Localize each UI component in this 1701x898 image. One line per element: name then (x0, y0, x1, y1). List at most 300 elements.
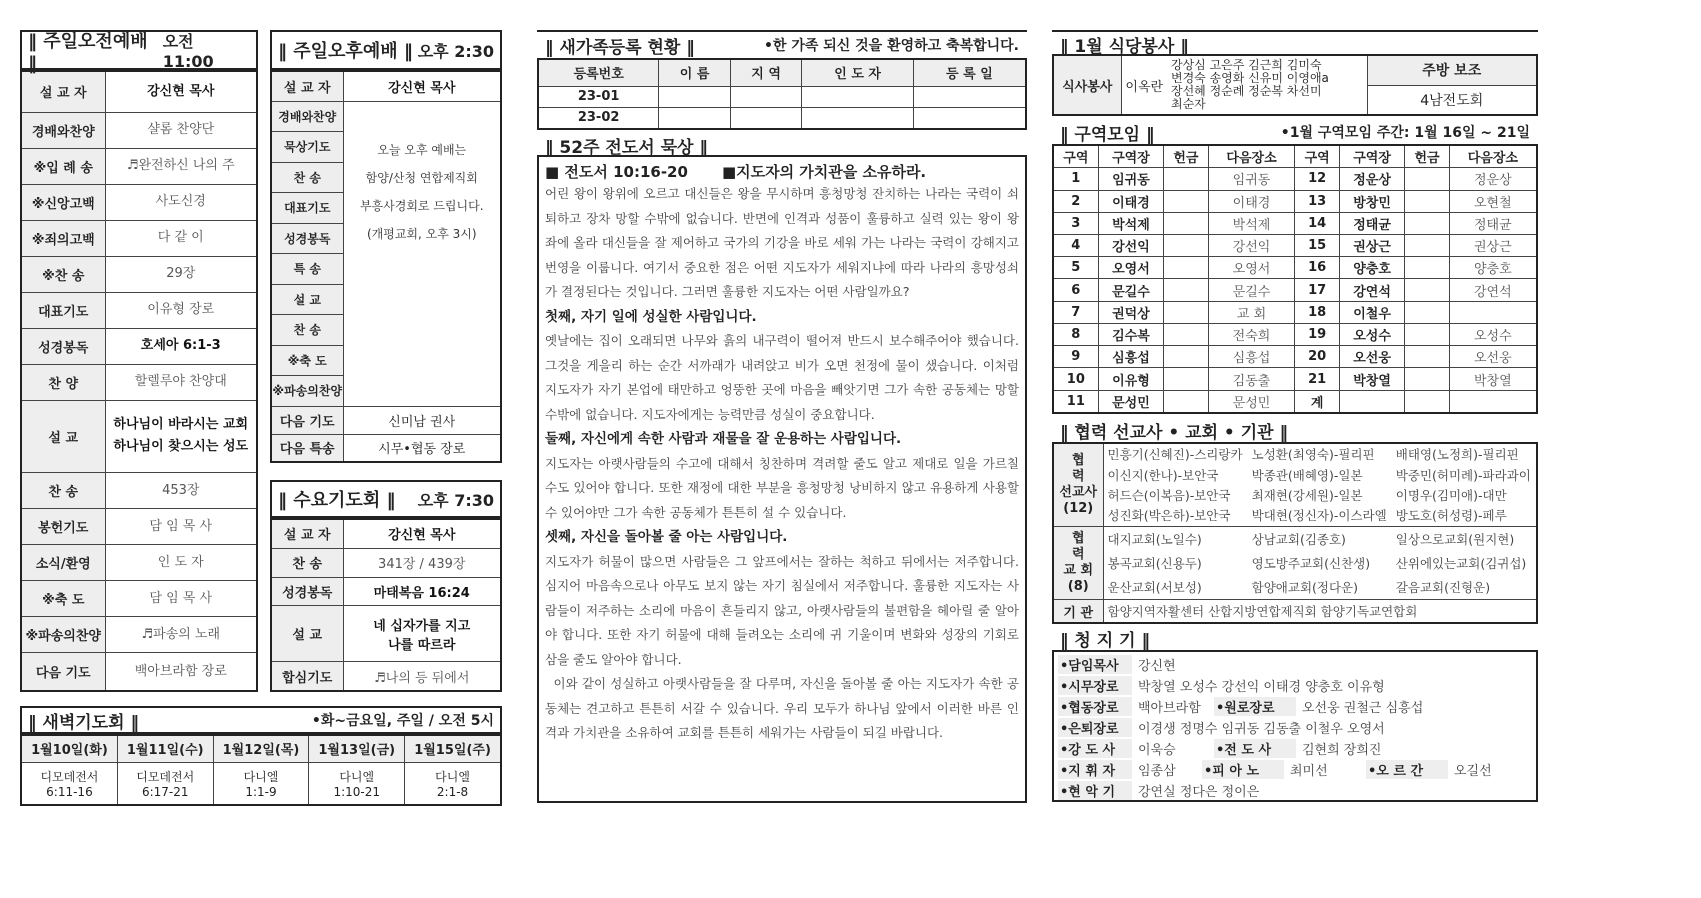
district-cell: 강연석 (1339, 279, 1405, 301)
devotion-title: ‖ 52주 전도서 묵상 ‖ (545, 138, 708, 158)
missionary: 박중민(허미례)-파라과이 (1395, 467, 1531, 483)
morning-row (21, 220, 257, 256)
wednesday-time: 오후 7:30 (417, 490, 494, 510)
morning-row-label: 다음 기도 (21, 653, 105, 691)
morning-row-value: 백아브라함 장로 (105, 653, 257, 691)
district-cell (1164, 279, 1208, 301)
district-row (1053, 390, 1537, 413)
district-title: ‖ 구역모임 ‖ (1060, 124, 1155, 145)
morning-row-label: 소식/환영 (21, 545, 105, 581)
district-cell: 오영서 (1208, 257, 1295, 279)
district-cell: 6 (1053, 279, 1098, 301)
officer-role: •지 휘 자 (1058, 760, 1132, 779)
district-meeting (1052, 120, 1538, 414)
district-cell (1405, 323, 1449, 345)
morning-row-label: ※신앙고백 (21, 184, 105, 220)
district-cell (1164, 323, 1208, 345)
meal-table (1052, 54, 1538, 116)
morning-row (21, 148, 257, 184)
dawn-day: 1월11일(수) (117, 735, 213, 762)
morning-row-label: ※입 례 송 (21, 148, 105, 184)
afternoon-notice-line: 부흥사경회로 드립니다. (359, 198, 484, 213)
district-cell: 17 (1295, 279, 1339, 301)
newfamily-cell (802, 107, 913, 129)
newfamily-header: 인 도 자 (802, 59, 913, 86)
officer-names: 박창열 오성수 강선익 이태경 양충호 이유형 (1138, 680, 1385, 695)
district-cell: 15 (1295, 234, 1339, 256)
church: 대지교회(노일수) (1103, 526, 1248, 551)
morning-row-value: ♬완전하신 나의 주 (105, 148, 257, 184)
morning-row (21, 617, 257, 653)
dawn-day: 1월13일(금) (309, 735, 405, 762)
afternoon-row-label: 경배와찬양 (271, 101, 343, 132)
district-row (1053, 323, 1537, 345)
newfamily-cell (659, 107, 731, 129)
afternoon-row-label: ※축 도 (271, 345, 343, 376)
district-cell: 이유형 (1098, 368, 1164, 390)
devotion-paragraph: 이와 같이 성실하고 아랫사람들을 잘 다루며, 자신을 돌아볼 줄 아는 지도자가 속한 공동체는 견고하고 튼튼히 서갈 수 있습니다. 우리 모두가 하나님 앞에서 이러한 바른 인격과 가치관을 소유하여 교회를 튼튼히 세워가는 사람들이 되길 바랍니다. (545, 676, 1019, 740)
newfamily-row (538, 86, 1026, 107)
district-cell: 권상근 (1339, 234, 1405, 256)
district-cell: 심흥섭 (1208, 346, 1295, 368)
devotion-header (545, 160, 1019, 182)
officer-names: 임종삼 (1138, 764, 1176, 779)
district-cell: 이태경 (1208, 190, 1295, 212)
missionary-row (1053, 485, 1537, 505)
wednesday-row-value: 네 십자가를 지고 나를 따르라 (343, 606, 501, 662)
church: 산위에있는교회(김귀섭) (1395, 555, 1527, 571)
new-family (537, 30, 1027, 130)
meal-name-line: 장선혜 정순례 정순복 차선미 (1171, 84, 1322, 98)
officer-line (1058, 780, 1532, 801)
morning-row (21, 400, 257, 472)
newfamily-title: ‖ 새가족등록 현황 ‖ (545, 37, 695, 58)
wednesday-row (271, 606, 501, 662)
devotion (537, 133, 1027, 803)
afternoon-row-label: 찬 송 (271, 162, 343, 193)
district-cell: 19 (1295, 323, 1339, 345)
morning-row-value: 29장 (105, 256, 257, 292)
dawn-book: 다니엘 1:1-9 (213, 762, 309, 805)
dawn-title-bar (20, 706, 502, 734)
district-cell: 임귀동 (1098, 168, 1164, 190)
district-cell: 김동출 (1208, 368, 1295, 390)
org-row (1053, 600, 1537, 623)
district-cell (1405, 212, 1449, 234)
officer-names: 오선웅 권철근 심흥섭 (1302, 701, 1424, 716)
meal-title: ‖ 1월 식당봉사 ‖ (1052, 30, 1538, 54)
church: 함양애교회(정다운) (1251, 580, 1359, 596)
morning-row-label: ※축 도 (21, 581, 105, 617)
kitchen-value: 4남전도회 (1367, 85, 1537, 115)
officer-role: •오 르 간 (1366, 760, 1448, 779)
afternoon-next-label: 다음 특송 (271, 434, 343, 462)
newfamily-id: 23-02 (538, 107, 659, 129)
district-cell (1339, 390, 1405, 413)
district-cell (1405, 390, 1449, 413)
wednesday-row (271, 519, 501, 548)
missionary: 이신지(한나)-보안국 (1107, 467, 1219, 483)
district-cell (1449, 301, 1537, 323)
district-cell: 문성민 (1098, 390, 1164, 413)
morning-title-bar (20, 30, 258, 74)
newfamily-note: •한 가족 되신 것을 환영하고 축복합니다. (763, 38, 1019, 54)
newfamily-header: 지 역 (730, 59, 802, 86)
officer-line (1058, 675, 1532, 696)
district-cell: 전숙희 (1208, 323, 1295, 345)
devotion-paragraph: 옛날에는 집이 오래되면 나무와 흙의 내구력이 떨어져 반드시 보수해주어야 했습니다. 그것을 게을리 하는 순간 서까래가 내려앉고 비가 오면 천정에 물이 샜습니다. 이처럼 지도자가 자기 본업에 태만하고 엉뚱한 곳에 마음을 빼앗기면 그가 속한 공동체는 망할 수밖에 없습니다. 지도자에게는 능력만큼 성실이 중요합니다. (545, 333, 1023, 422)
district-cell: 문성민 (1208, 390, 1295, 413)
district-cell (1164, 168, 1208, 190)
morning-row-value: 사도신경 (105, 184, 257, 220)
dawn-day: 1월12일(목) (213, 735, 309, 762)
district-cell (1405, 279, 1449, 301)
church: 봉곡교회(신용두) (1107, 555, 1202, 571)
morning-title: ‖ 주일오전예배 ‖ (28, 30, 148, 74)
officer-names: 강신현 (1138, 659, 1176, 674)
district-cell: 양충호 (1449, 257, 1537, 279)
district-cell (1405, 346, 1449, 368)
district-table (1052, 144, 1538, 414)
district-cell (1405, 301, 1449, 323)
officer-names: 이경생 정명수 임귀동 김동출 이철우 오영서 (1138, 722, 1385, 737)
afternoon-preacher-label: 설 교 자 (271, 71, 343, 101)
district-cell (1405, 190, 1449, 212)
wednesday-row (271, 577, 501, 606)
officer-names: 오길선 (1454, 764, 1492, 779)
meal-name-line: 최순자 (1171, 97, 1206, 111)
church: 운산교회(서보성) (1107, 580, 1202, 596)
dawn-table (20, 734, 502, 806)
devotion-box (537, 155, 1027, 803)
devotion-paragraph: 어린 왕이 왕위에 오르고 대신들은 왕을 무시하며 흥청망청 잔치하는 나라는 국력이 쇠퇴하고 장차 망할 수밖에 없습니다. 반면에 인격과 성품이 훌륭하고 실력 있는 왕이 왕좌에 올라 대신들을 잘 제어하고 국가의 기강을 바로 세워 가는 나라는 국력이 강해지고 번영을 이룹니다. 여기서 중요한 점은 어떤 지도자가 세워지냐에 따라 나라의 흥망성쇠가 결정된다는 것입니다. 그러면 훌륭한 지도자는 어떤 사람일까요? (545, 186, 1023, 299)
district-cell: 이태경 (1098, 190, 1164, 212)
officer-line (1058, 696, 1532, 717)
devotion-heading: 둘째, 자신에게 속한 사람과 재물을 잘 운용하는 사람입니다. (545, 431, 902, 447)
district-cell: 강선익 (1208, 234, 1295, 256)
morning-row-value: 인 도 자 (105, 545, 257, 581)
afternoon-preacher: 강신현 목사 (343, 71, 501, 101)
church: 상남교회(김종호) (1248, 526, 1392, 551)
officers (1052, 626, 1538, 804)
district-cell: 박창열 (1449, 368, 1537, 390)
district-header: 구역장 (1339, 145, 1405, 168)
newfamily-cell (730, 86, 802, 107)
wednesday-row-value: 강신현 목사 (343, 519, 501, 548)
dawn-note: •화~금요일, 주일 / 오전 5시 (311, 713, 494, 729)
mission-partners (1052, 418, 1538, 628)
dawn-book: 디모데전서 6:17-21 (117, 762, 213, 805)
district-cell: 정운상 (1339, 168, 1405, 190)
district-header: 헌금 (1405, 145, 1449, 168)
district-cell: 13 (1295, 190, 1339, 212)
church-row (1053, 526, 1537, 551)
district-cell (1164, 257, 1208, 279)
district-cell (1405, 234, 1449, 256)
missionary: 민흥기(신혜진)-스리랑카 (1107, 447, 1243, 463)
missionary: 박대현(정신자)-이스라엘 (1251, 508, 1387, 524)
morning-row-label: 경배와찬양 (21, 112, 105, 148)
district-row (1053, 168, 1537, 190)
newfamily-title-bar (537, 30, 1027, 58)
officer-names: 최미선 (1290, 764, 1328, 779)
afternoon-next-value: 시무•협동 장로 (343, 434, 501, 462)
orgs: 함양지역자활센터 산합지방연합제직회 함양기독교연합회 (1103, 600, 1537, 623)
org-label: 기 관 (1053, 600, 1103, 623)
wednesday-row-value: ♬나의 등 뒤에서 (343, 662, 501, 691)
afternoon-title-bar (270, 30, 502, 70)
missionary: 성진화(박은하)-보안국 (1107, 508, 1231, 524)
district-cell (1164, 234, 1208, 256)
district-row (1053, 346, 1537, 368)
officer-role: •전 도 사 (1214, 739, 1296, 758)
morning-row (21, 509, 257, 545)
district-cell: 계 (1295, 390, 1339, 413)
officer-role: •원로장로 (1214, 697, 1296, 716)
wednesday-row-label: 설 교 자 (271, 519, 343, 548)
missionary: 노성환(최영숙)-필리핀 (1251, 447, 1375, 463)
wednesday-service (270, 480, 502, 692)
newfamily-header: 등 록 일 (913, 59, 1026, 86)
officer-role: •피 아 노 (1202, 760, 1284, 779)
newfamily-cell (730, 107, 802, 129)
district-header-row (1053, 145, 1537, 168)
district-cell: 오선웅 (1339, 346, 1405, 368)
morning-row (21, 328, 257, 364)
district-header: 구역 (1295, 145, 1339, 168)
district-header: 다음장소 (1449, 145, 1537, 168)
district-row (1053, 279, 1537, 301)
district-cell: 강연석 (1449, 279, 1537, 301)
morning-row (21, 364, 257, 400)
district-cell: 오영서 (1098, 257, 1164, 279)
wednesday-title: ‖ 수요기도회 ‖ (278, 490, 396, 511)
wednesday-row-label: 찬 송 (271, 548, 343, 577)
wednesday-row (271, 662, 501, 691)
district-cell: 오현철 (1449, 190, 1537, 212)
morning-row-value: 하나님이 바라시는 교회 하나님이 찾으시는 성도 (105, 400, 257, 472)
district-cell: 박석제 (1208, 212, 1295, 234)
afternoon-row-label: 특 송 (271, 254, 343, 285)
meal-row (1053, 55, 1537, 85)
district-cell: 정태균 (1449, 212, 1537, 234)
dawn-title: ‖ 새벽기도회 ‖ (28, 712, 139, 733)
afternoon-row-label: 대표기도 (271, 193, 343, 224)
newfamily-header-row (538, 59, 1026, 86)
afternoon-row (271, 71, 501, 101)
district-row (1053, 368, 1537, 390)
morning-row (21, 292, 257, 328)
district-cell: 문길수 (1208, 279, 1295, 301)
district-cell: 권상근 (1449, 234, 1537, 256)
afternoon-row-label: 찬 송 (271, 315, 343, 346)
morning-row (21, 545, 257, 581)
officers-title: ‖ 청 지 기 ‖ (1060, 631, 1150, 651)
morning-row (21, 256, 257, 292)
missionary: 최재현(강세원)-일본 (1251, 488, 1363, 504)
afternoon-next-row (271, 434, 501, 462)
district-cell: 오성수 (1339, 323, 1405, 345)
afternoon-notice-line: (개평교회, 오후 3시) (366, 226, 477, 241)
morning-table (20, 70, 258, 692)
wednesday-row-value: 341장 / 439장 (343, 548, 501, 577)
dawn-days-row (21, 735, 501, 762)
wednesday-row (271, 548, 501, 577)
district-cell (1164, 390, 1208, 413)
newfamily-cell (659, 86, 731, 107)
officer-names: 이욱승 (1138, 743, 1176, 758)
district-cell: 11 (1053, 390, 1098, 413)
district-cell: 김수복 (1098, 323, 1164, 345)
meal-names (1167, 55, 1367, 115)
wednesday-table (270, 518, 502, 692)
district-cell: 14 (1295, 212, 1339, 234)
district-note: •1월 구역모임 주간: 1월 16일 ~ 21일 (1280, 125, 1530, 141)
district-cell: 정태균 (1339, 212, 1405, 234)
newfamily-id: 23-01 (538, 86, 659, 107)
district-cell: 5 (1053, 257, 1098, 279)
officer-role: •담임목사 (1058, 655, 1132, 674)
officer-names: 백아브라함 (1138, 701, 1201, 716)
district-cell: 박석제 (1098, 212, 1164, 234)
meal-service (1052, 30, 1538, 116)
morning-row-label: 찬 양 (21, 364, 105, 400)
church-row (1053, 551, 1537, 575)
mission-table (1052, 442, 1538, 624)
newfamily-table (537, 58, 1027, 130)
morning-row-value: 호세아 6:1-3 (105, 328, 257, 364)
missionary: 이명우(김미애)-대만 (1395, 488, 1507, 504)
district-cell: 교 회 (1208, 301, 1295, 323)
newfamily-cell (913, 86, 1026, 107)
district-cell (1164, 368, 1208, 390)
afternoon-next-row (271, 406, 501, 434)
dawn-day: 1월10일(화) (21, 735, 117, 762)
missionary-label: 협 력 선교사 (12) (1053, 443, 1103, 526)
district-cell: 이철우 (1339, 301, 1405, 323)
district-cell: 10 (1053, 368, 1098, 390)
wednesday-title-bar (270, 480, 502, 518)
morning-row-label: 봉헌기도 (21, 509, 105, 545)
officers-box (1052, 650, 1538, 802)
missionary: 박종관(배혜영)-일본 (1251, 467, 1363, 483)
newfamily-header: 등록번호 (538, 59, 659, 86)
district-cell: 2 (1053, 190, 1098, 212)
district-cell: 18 (1295, 301, 1339, 323)
afternoon-time: 오후 2:30 (417, 41, 494, 61)
wednesday-row-value: 마태복음 16:24 (343, 577, 501, 606)
church-label: 협 력 교 회 (8) (1053, 526, 1103, 600)
district-cell: 16 (1295, 257, 1339, 279)
meal-label: 식사봉사 (1053, 55, 1121, 115)
devotion-heading: 셋째, 자신을 돌아볼 줄 아는 사람입니다. (545, 529, 788, 545)
devotion-paragraph: 지도자가 허물이 많으면 사람들은 그 앞프에서는 잘하는 척하고 뒤에서는 저주합니다. 심지어 마음속으로나 아무도 보지 않는 자기 침실에서 저주합니다. 훌륭한 지도자는 사람들이 저주하는 소리에 마음이 흔들리지 않고, 아랫사람들의 불편함을 헤아릴 줄 알아야 합니다. 또한 자기 허물에 대해 들려오는 소리에 귀 기울이며 변화와 성장의 기회로 삼을 줄도 알아야 합니다. (545, 553, 1023, 667)
officer-names: 김현희 장희진 (1302, 743, 1382, 758)
officer-role: •강 도 사 (1058, 739, 1132, 758)
district-cell: 20 (1295, 346, 1339, 368)
dawn-books-row (21, 762, 501, 805)
morning-row-label: 성경봉독 (21, 328, 105, 364)
officer-line (1058, 759, 1532, 780)
morning-row (21, 581, 257, 617)
afternoon-notice-line: 오늘 오후 예배는 (377, 142, 467, 157)
wednesday-row-label: 설 교 (271, 606, 343, 662)
devotion-theme: ■지도자의 가치관을 소유하라. (721, 162, 927, 181)
church: 영도방주교회(신찬생) (1251, 555, 1371, 571)
morning-row-value: 담 임 목 사 (105, 509, 257, 545)
district-title-bar (1052, 120, 1538, 144)
district-header: 다음장소 (1208, 145, 1295, 168)
meal-name-line: 강상심 고은주 김근희 김미숙 (1171, 58, 1322, 72)
dawn-day: 1월15일(주) (405, 735, 501, 762)
newfamily-header: 이 름 (659, 59, 731, 86)
morning-service (20, 30, 258, 692)
district-row (1053, 234, 1537, 256)
district-cell: 심흥섭 (1098, 346, 1164, 368)
district-cell: 1 (1053, 168, 1098, 190)
morning-row-value: 강신현 목사 (105, 71, 257, 112)
morning-row-value: 이유형 장로 (105, 292, 257, 328)
district-cell: 8 (1053, 323, 1098, 345)
morning-row-label: 설 교 (21, 400, 105, 472)
morning-row-label: ※찬 송 (21, 256, 105, 292)
dawn-service (20, 706, 502, 806)
afternoon-title: ‖ 주일오후예배 ‖ (278, 41, 413, 62)
morning-row-label: 찬 송 (21, 473, 105, 509)
missionary-row (1053, 443, 1537, 465)
afternoon-table (270, 70, 502, 463)
district-cell (1405, 257, 1449, 279)
district-cell (1405, 168, 1449, 190)
afternoon-next-value: 신미남 권사 (343, 406, 501, 434)
district-cell: 박창열 (1339, 368, 1405, 390)
district-row (1053, 301, 1537, 323)
officer-role: •협동장로 (1058, 697, 1132, 716)
kitchen-label: 주방 보조 (1367, 55, 1537, 85)
district-row (1053, 190, 1537, 212)
officer-line (1058, 717, 1532, 738)
morning-row (21, 473, 257, 509)
district-cell: 방창민 (1339, 190, 1405, 212)
district-cell (1164, 346, 1208, 368)
afternoon-notice-line: 함양/산청 연합제직회 (365, 170, 478, 185)
officer-names: 강연실 정다은 정이은 (1138, 785, 1260, 800)
district-cell: 임귀동 (1208, 168, 1295, 190)
missionary: 방도호(허성령)-페루 (1395, 508, 1507, 524)
district-cell: 강선익 (1098, 234, 1164, 256)
dawn-book: 다니엘 1:10-21 (309, 762, 405, 805)
morning-row-label: 대표기도 (21, 292, 105, 328)
district-cell: 오선웅 (1449, 346, 1537, 368)
morning-row (21, 184, 257, 220)
church: 갈음교회(진형운) (1395, 580, 1491, 596)
morning-row-value: 453장 (105, 473, 257, 509)
morning-row-label: 설 교 자 (21, 71, 105, 112)
morning-row (21, 71, 257, 112)
district-cell (1449, 390, 1537, 413)
newfamily-cell (802, 86, 913, 107)
church-row (1053, 575, 1537, 600)
afternoon-next-label: 다음 기도 (271, 406, 343, 434)
district-header: 구역 (1053, 145, 1098, 168)
district-cell (1405, 368, 1449, 390)
morning-row-value: ♬파송의 노래 (105, 617, 257, 653)
newfamily-row (538, 107, 1026, 129)
district-cell: 정운상 (1449, 168, 1537, 190)
morning-time: 오전 11:00 (162, 32, 214, 71)
district-cell: 문길수 (1098, 279, 1164, 301)
morning-row-value: 다 같 이 (105, 220, 257, 256)
